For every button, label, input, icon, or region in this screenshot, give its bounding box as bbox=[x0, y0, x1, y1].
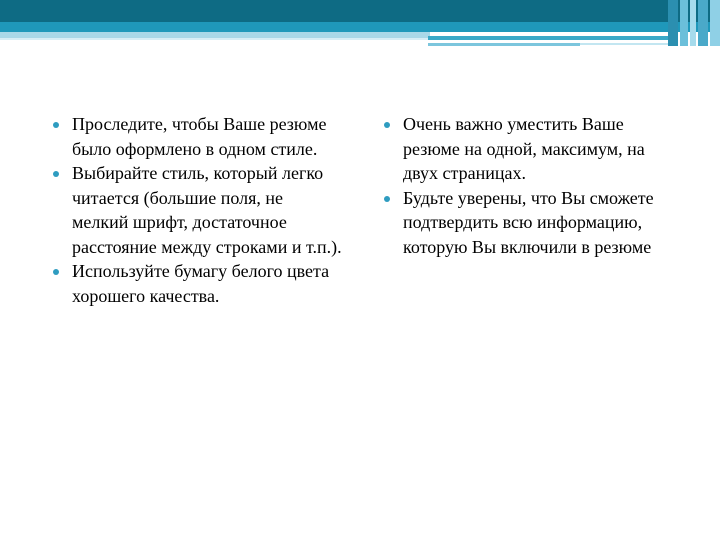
bullet-item bbox=[383, 186, 673, 260]
decor-stripe bbox=[0, 38, 428, 40]
bullet-icon bbox=[53, 171, 59, 177]
bullet-icon bbox=[53, 122, 59, 128]
header-banner bbox=[0, 0, 720, 22]
bullet-text: Проследите, чтобы Ваше резюме было оформлено в одном стиле. bbox=[72, 114, 327, 159]
bullet-item bbox=[52, 161, 342, 259]
bullet-item bbox=[52, 259, 342, 308]
header-banner-light bbox=[0, 22, 720, 32]
left-bullet-list bbox=[52, 112, 342, 308]
header-decor-block bbox=[668, 0, 720, 46]
bullet-icon bbox=[384, 122, 390, 128]
decor-stripe bbox=[428, 36, 668, 40]
left-column bbox=[52, 112, 342, 308]
bullet-text: Очень важно уместить Ваше резюме на одной, максимум, на двух страницах. bbox=[403, 114, 645, 183]
bullet-icon bbox=[53, 269, 59, 275]
bullet-text: Используйте бумагу белого цвета хорошего качества. bbox=[72, 261, 330, 306]
right-column bbox=[383, 112, 673, 259]
bullet-text: Будьте уверены, что Вы сможете подтвердить всю информацию, которую Вы включили в резюме bbox=[403, 187, 654, 257]
bullet-item bbox=[52, 112, 342, 161]
right-bullet-list bbox=[383, 112, 673, 259]
bullet-icon bbox=[384, 196, 390, 202]
decor-stripe bbox=[428, 43, 580, 46]
bullet-item bbox=[383, 112, 673, 186]
bullet-text: Выбирайте стиль, который легко читается (большие поля, не мелкий шрифт, достаточное расстояние между строками и т.п.). bbox=[72, 163, 342, 257]
decor-stripe bbox=[580, 43, 670, 45]
